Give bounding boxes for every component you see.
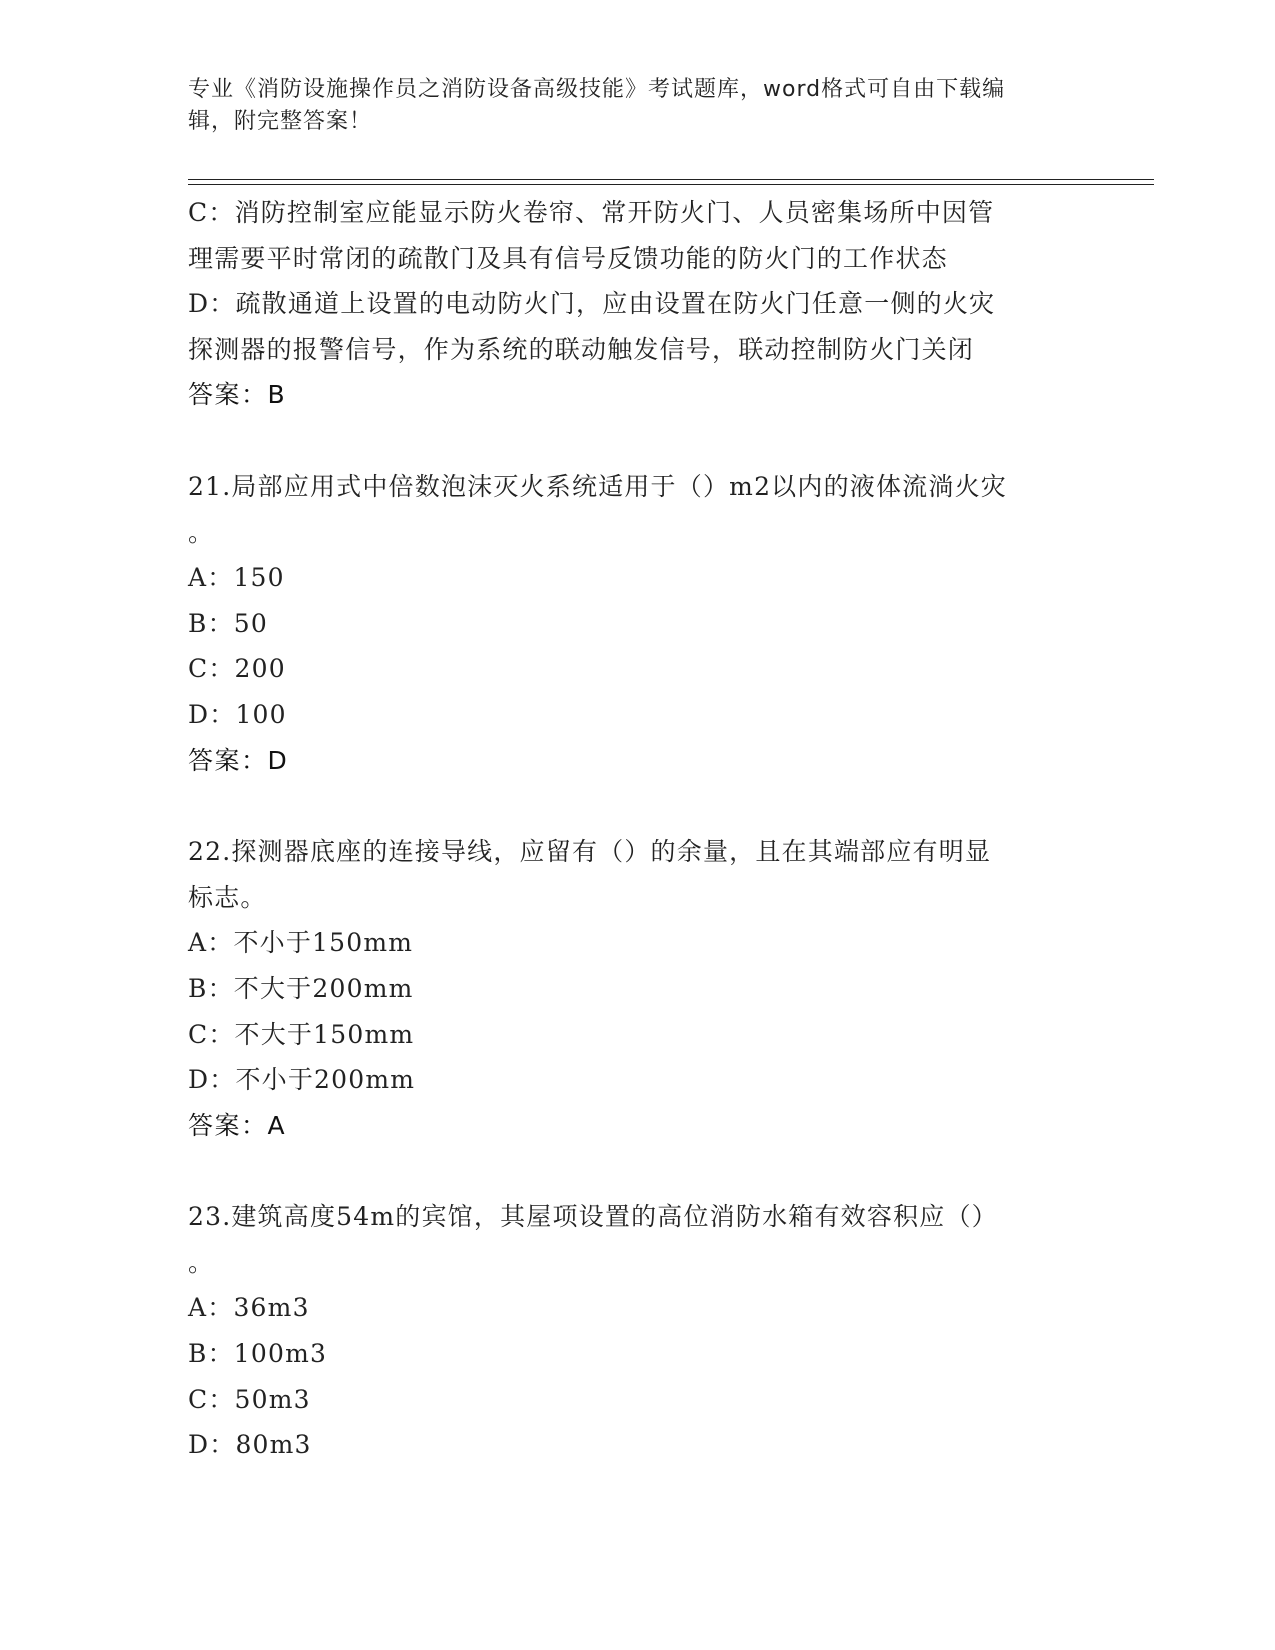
document-body [188, 190, 1088, 1468]
option-a: A：36m3 [188, 1293, 310, 1323]
option-b: B：50 [188, 608, 268, 638]
option-c: C：不大于150mm [188, 1019, 415, 1049]
option-d: D：100 [188, 699, 287, 729]
answer-label: 答案：D [188, 745, 289, 775]
option-c-line-1: C：消防控制室应能显示防火卷帘、常开防火门、人员密集场所中因管 [188, 198, 995, 227]
option-a: A：150 [188, 563, 285, 593]
option-c: C：50m3 [188, 1384, 311, 1414]
prev-question-tail [188, 190, 1088, 418]
question-stem-line-2: 。 [188, 517, 215, 547]
spacer [188, 1148, 1088, 1194]
question-21 [188, 464, 1088, 783]
header-line-1: 专业《消防设施操作员之消防设备高级技能》考试题库，word格式可自由下载编 [188, 77, 1006, 102]
answer-label: 答案：A [188, 1110, 287, 1140]
document-header [188, 74, 1068, 138]
question-23 [188, 1194, 1088, 1468]
spacer [188, 783, 1088, 829]
option-b: B：100m3 [188, 1339, 328, 1369]
header-line-2: 辑，附完整答案！ [188, 109, 373, 134]
answer-label: 答案：B [188, 380, 287, 410]
option-b: B：不大于200mm [188, 973, 414, 1003]
option-c-line-2: 理需要平时常闭的疏散门及具有信号反馈功能的防火门的工作状态 [188, 243, 948, 273]
option-c: C：200 [188, 654, 286, 684]
question-22 [188, 829, 1088, 1148]
header-divider-bottom [188, 184, 1154, 185]
question-stem-line-1: 23.建筑高度54m的宾馆，其屋项设置的高位消防水箱有效容积应（） [188, 1202, 998, 1232]
question-stem-line-2: 。 [188, 1247, 215, 1277]
option-a: A：不小于150mm [188, 928, 414, 958]
header-divider-top [188, 179, 1154, 180]
question-stem-line-1: 21.局部应用式中倍数泡沫灭火系统适用于（）m2以内的液体流淌火灾 [188, 471, 1007, 501]
option-d: D：80m3 [188, 1430, 312, 1460]
question-stem-line-1: 22.探测器底座的连接导线，应留有（）的余量，且在其端部应有明显 [188, 837, 992, 867]
option-d: D：不小于200mm [188, 1065, 416, 1095]
question-stem-line-2: 标志。 [188, 882, 267, 912]
option-d-line-2: 探测器的报警信号，作为系统的联动触发信号，联动控制防火门关闭 [188, 334, 975, 364]
option-d-line-1: D：疏散通道上设置的电动防火门，应由设置在防火门任意一侧的火灾 [188, 289, 996, 319]
spacer [188, 418, 1088, 464]
